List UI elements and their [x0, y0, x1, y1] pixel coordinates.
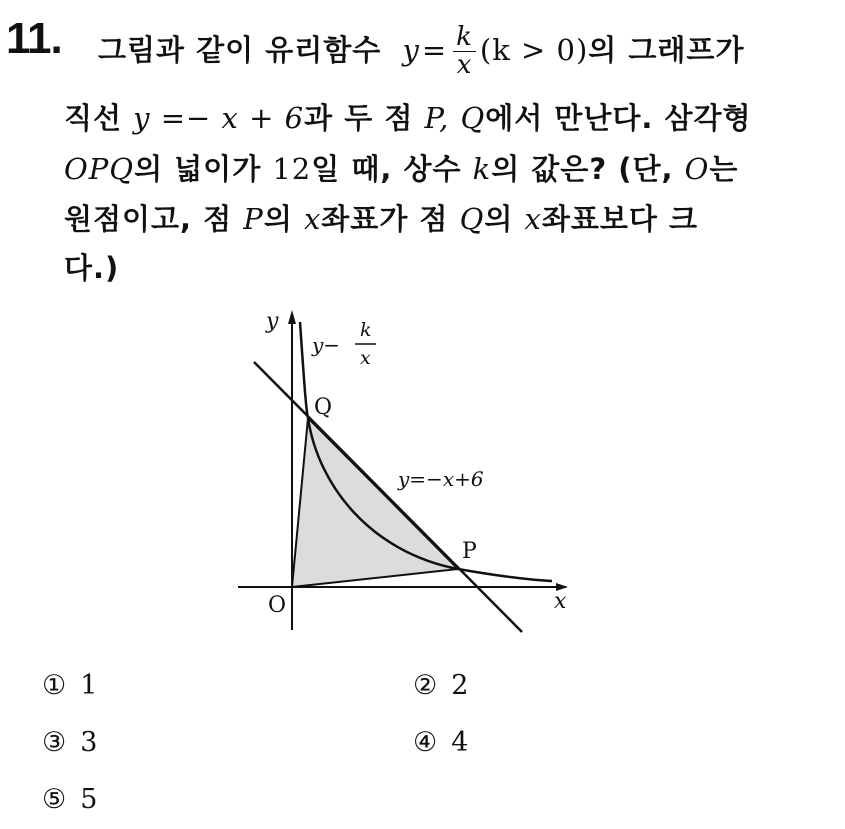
math-x: x [303, 202, 322, 236]
text: 좌표보다 크 [541, 202, 698, 236]
text: 의 [484, 202, 514, 236]
question-line-4 [64, 197, 698, 238]
math-Q: Q [460, 101, 486, 135]
choice-2[interactable] [413, 670, 468, 701]
math-eq: = [421, 32, 448, 67]
text: 원점이고, 점 [64, 202, 233, 236]
question-line-5 [64, 246, 119, 287]
choice-5[interactable] [42, 784, 97, 815]
math-condition: (k > 0) [479, 32, 589, 67]
fraction-numerator: k [453, 24, 476, 52]
text: 일 때, 상수 [311, 152, 462, 186]
fraction-denominator: x [456, 50, 473, 81]
text: 다.) [64, 251, 120, 285]
curve-label-prefix: y− [312, 333, 341, 357]
math-12: 12 [272, 152, 312, 186]
fraction-k-over-x [453, 24, 476, 80]
choice-value: 5 [80, 784, 98, 815]
question-line-3 [64, 147, 738, 188]
choice-value: 2 [451, 670, 469, 701]
text: 좌표가 점 [321, 202, 449, 236]
choice-mark: ⑤ [42, 784, 67, 815]
choice-mark: ① [42, 670, 67, 701]
y-axis-label: y [266, 309, 279, 334]
question-line-2 [64, 96, 752, 137]
choice-value: 1 [80, 670, 98, 701]
question-number: 11. [6, 14, 62, 63]
text: 의 값은? (단, [491, 152, 674, 186]
math-x: x [524, 202, 542, 236]
choice-4[interactable] [413, 727, 468, 758]
choice-mark: ④ [413, 727, 438, 758]
graph-figure [230, 300, 580, 640]
x-axis-label: x [554, 589, 567, 614]
choice-mark: ② [413, 670, 438, 701]
choice-mark: ③ [42, 727, 67, 758]
text: 과 두 점 [304, 101, 414, 135]
choice-value: 3 [80, 727, 98, 758]
line-label: y=−x+6 [398, 467, 484, 491]
text: 의 그래프가 [588, 32, 745, 67]
math-OPQ: OPQ [64, 152, 135, 186]
math-O: O [684, 152, 710, 186]
curve-label-denominator: x [360, 347, 371, 369]
math-P: P [243, 202, 264, 236]
text: 에서 만난다. 삼각형 [485, 101, 752, 135]
choice-3[interactable] [42, 727, 97, 758]
choice-1[interactable] [42, 670, 97, 701]
point-P-label: P [462, 539, 477, 564]
choice-value: 4 [451, 727, 469, 758]
text: 그림과 같이 유리함수 [98, 32, 382, 67]
math-P: P, [424, 101, 450, 135]
text: 직선 [64, 101, 123, 135]
math-line-equation: y =− x + 6 [133, 101, 305, 135]
math-Q: Q [459, 202, 485, 236]
math-k: k [472, 152, 492, 186]
text: 는 [709, 152, 739, 186]
y-axis-arrow [288, 310, 296, 324]
point-Q-label: Q [314, 395, 333, 420]
line-y-equals-neg-x-plus-6 [254, 362, 522, 632]
text: 의 [263, 202, 293, 236]
curve-label-numerator: k [360, 319, 372, 341]
text: 의 넓이가 [134, 152, 262, 186]
math-y: y [402, 32, 420, 67]
origin-label: O [268, 593, 287, 618]
question-line-1 [98, 24, 744, 80]
